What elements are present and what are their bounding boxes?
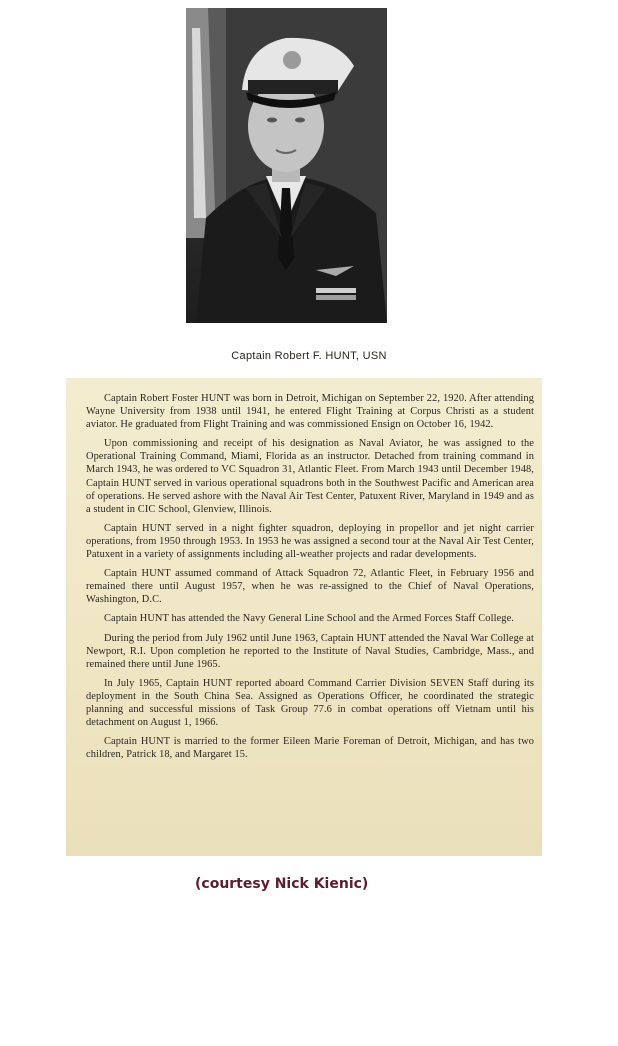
portrait-photo bbox=[186, 8, 387, 323]
biography-paragraph: Captain HUNT assumed command of Attack Squadron 72, Atlantic Fleet, in February 1956 and remained there until August 1957, when he was re-assigned to the Chief of Naval Operations, Washington, D.C. bbox=[86, 568, 534, 606]
biography-paragraph: Upon commissioning and receipt of his designation as Naval Aviator, he was assigned to the Operational Training Command, Miami, Florida as an instructor. Detached from training command in March 1943, he was ordered to VC Squadron 31, Atlantic Fleet. From March 1943 until December 1948, Captain HUNT served in various operational squadrons both in the Southwest Pacific and American area of operations. He served ashore with the Naval Air Test Center, Patuxent River, Maryland in 1949 and as a student in CIC School, Glenview, Illinois. bbox=[86, 438, 534, 515]
biography-clipping bbox=[66, 378, 542, 856]
biography-paragraph: Captain HUNT is married to the former Eileen Marie Foreman of Detroit, Michigan, and has two children, Patrick 18, and Margaret 15. bbox=[86, 736, 534, 761]
biography-paragraph: Captain HUNT served in a night fighter squadron, deploying in propellor and jet night carrier operations, from 1950 through 1953. In 1953 he was assigned a second tour at the Naval Air Test Center, Patuxent in a variety of assignments including all-weather projects and radar developments. bbox=[86, 522, 534, 561]
biography-paragraph: Captain HUNT has attended the Navy General Line School and the Armed Forces Staff College. bbox=[104, 613, 514, 625]
biography-paragraph: In July 1965, Captain HUNT reported aboard Command Carrier Division SEVEN Staff during its deployment in the South China Sea. Assigned as Operations Officer, he coordinated the strategic planning and successful missions of Task Group 77.6 in combat operations off Vietnam until his detachment on August 1, 1966. bbox=[86, 677, 534, 729]
courtesy-credit: (courtesy Nick Kienic) bbox=[195, 876, 369, 892]
biography-paragraph: Captain Robert Foster HUNT was born in Detroit, Michigan on September 22, 1920. After attending Wayne University from 1938 until 1941, he entered Flight Training at Corpus Christi as a student aviator. He graduated from Flight Training and was commissioned Ensign on October 16, 1942. bbox=[86, 393, 534, 431]
biography-paragraph: During the period from July 1962 until June 1963, Captain HUNT attended the Naval War College at Newport, R.I. Upon completion he reported to the Institute of Naval Studies, Cambridge, Mass., and remained there until June 1965. bbox=[86, 632, 534, 670]
photo-caption: Captain Robert F. HUNT, USN bbox=[231, 350, 387, 362]
portrait-illustration bbox=[186, 8, 387, 323]
